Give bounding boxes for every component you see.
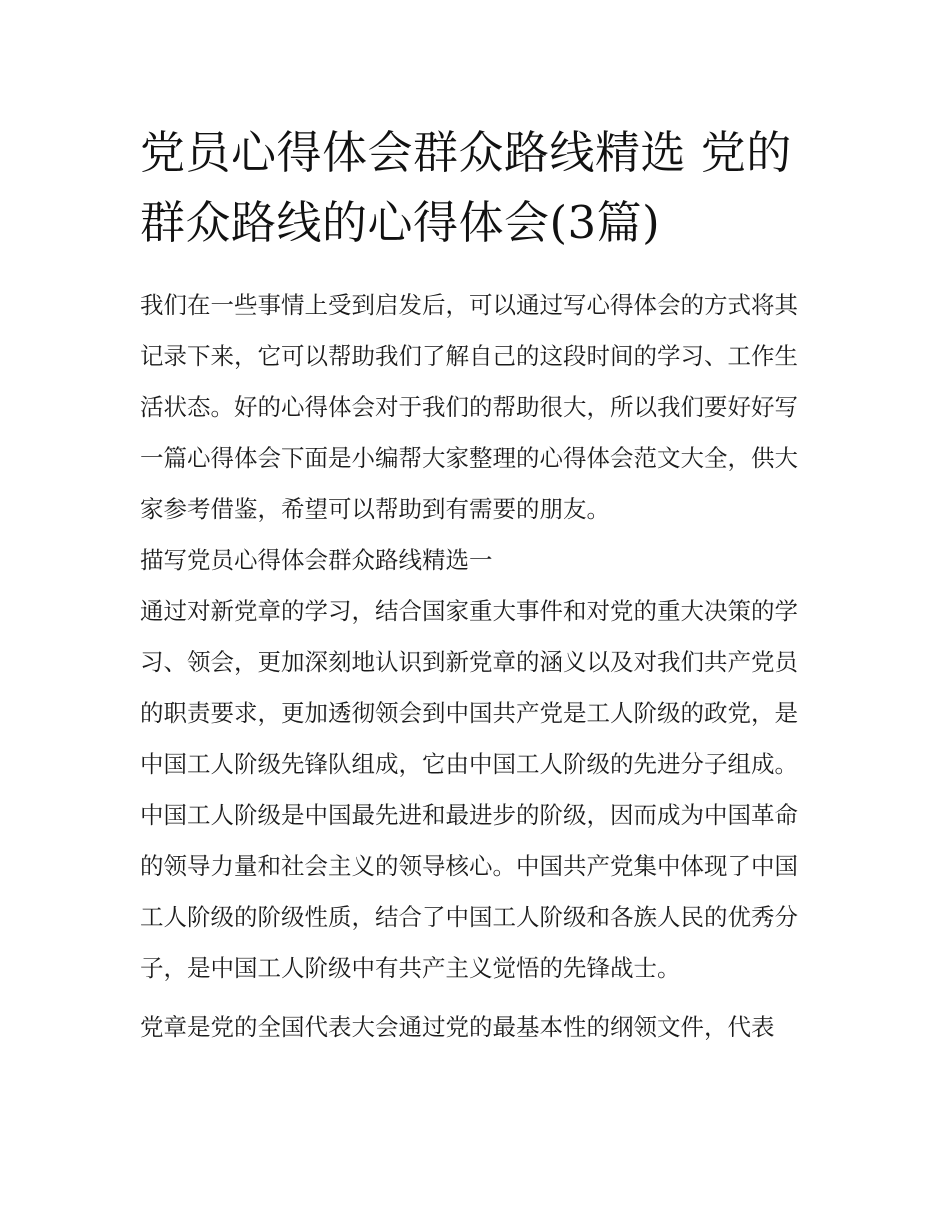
body-paragraph-1: 通过对新党章的学习，结合国家重大事件和对党的重大决策的学习、领会，更加深刻地认识到新党章的涵义以及对我们共产党员的职责要求，更加透彻领会到中国共产党是工人阶级的政党，是中国工人阶级先锋队组成，它由中国工人阶级的先进分子组成。中国工人阶级是中国最先进和最进步的阶级，因而成为中国革命的领导力量和社会主义的领导核心。中国共产党集中体现了中国工人阶级的阶级性质，结合了中国工人阶级和各族人民的优秀分子，是中国工人阶级中有共产主义觉悟的先锋战士。 (140, 597, 798, 982)
body-paragraph-2: 党章是党的全国代表大会通过党的最基本性的纲领文件，代表 (140, 1013, 775, 1041)
document-title: 党员心得体会群众路线精选 党的群众路线的心得体会(3篇) (140, 126, 792, 249)
intro-paragraph: 我们在一些事情上受到启发后，可以通过写心得体会的方式将其记录下来，它可以帮助我们了解自己的这段时间的学习、工作生活状态。好的心得体会对于我们的帮助很大，所以我们要好好写一篇心得体会下面是小编帮大家整理的心得体会范文大全，供大家参考借鉴，希望可以帮助到有需要的朋友。 (140, 291, 798, 523)
document-body (140, 280, 816, 1053)
section-heading: 描写党员心得体会群众路线精选一 (140, 546, 493, 574)
